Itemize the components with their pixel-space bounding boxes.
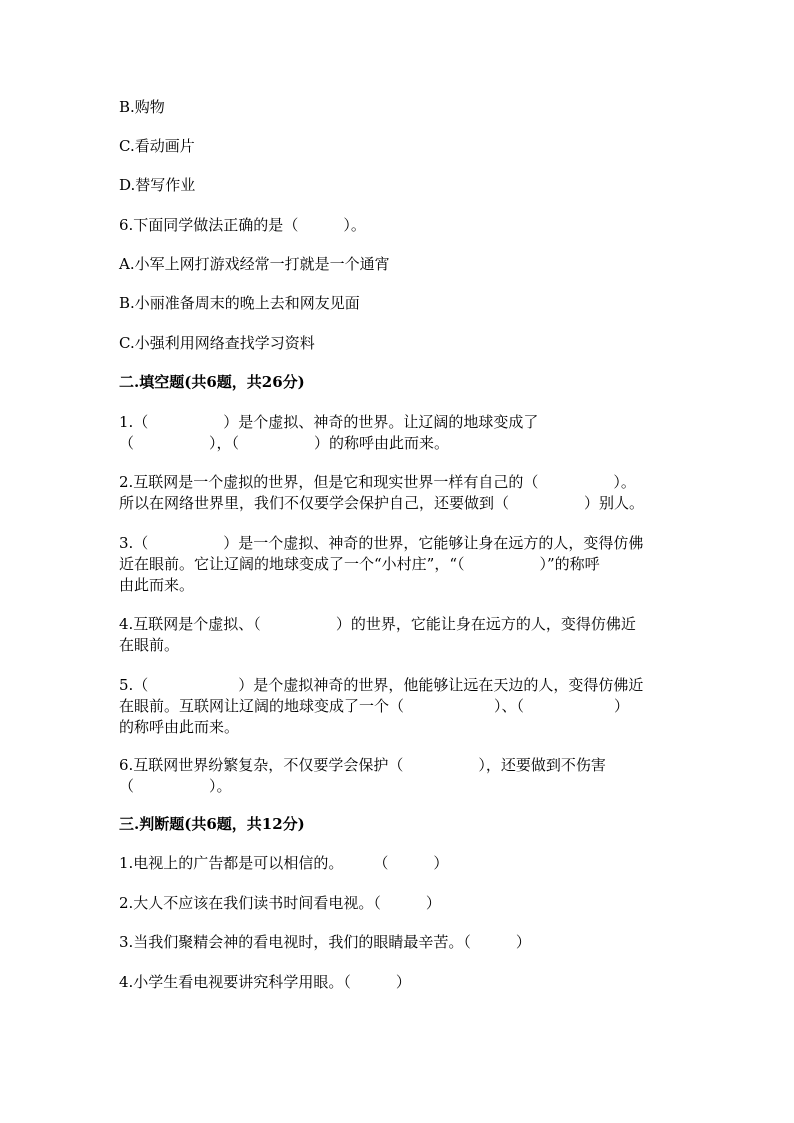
fill-q3-line2: 近在眼前。它让辽阔的地球变成了一个“小村庄”，“（ ）”的称呼 (119, 555, 600, 573)
option-b-shopping: B.购物 (119, 98, 165, 116)
option-c: C.小强利用网络查找学习资料 (119, 334, 315, 352)
section-heading-true-false: 三.判断题(共6题，共12分) (119, 815, 305, 833)
question-6-stem: 6.下面同学做法正确的是（ ）。 (119, 216, 366, 234)
fill-q1-line1: 1.（ ）是个虚拟、神奇的世界。让辽阔的地球变成了 (119, 413, 539, 431)
judge-q3: 3.当我们聚精会神的看电视时，我们的眼睛最辛苦。（ ） (119, 933, 531, 951)
fill-q4-line1: 4.互联网是个虚拟、（ ）的世界，它能让身在远方的人，变得仿佛近 (119, 615, 636, 633)
fill-q6-line2: （ ）。 (119, 777, 232, 795)
fill-q5-line1: 5.（ ）是个虚拟神奇的世界，他能够让远在天边的人，变得仿佛近 (119, 676, 644, 694)
option-d-homework: D.替写作业 (119, 176, 196, 194)
fill-q6-line1: 6.互联网世界纷繁复杂，不仅要学会保护（ ），还要做到不伤害 (119, 756, 606, 774)
fill-q1-line2: （ ），（ ）的称呼由此而来。 (119, 434, 450, 452)
option-c-cartoons: C.看动画片 (119, 137, 195, 155)
fill-q4-line2: 在眼前。 (119, 636, 180, 654)
fill-q5-line2: 在眼前。互联网让辽阔的地球变成了一个（ ）、（ ） (119, 697, 630, 715)
fill-q3-line3: 由此而来。 (119, 576, 195, 594)
option-a: A.小军上网打游戏经常一打就是一个通宵 (119, 255, 390, 273)
fill-q3-line1: 3.（ ）是一个虚拟、神奇的世界，它能够让身在远方的人，变得仿佛 (119, 534, 644, 552)
judge-q2: 2.大人不应该在我们读书时间看电视。（ ） (119, 894, 441, 912)
option-b: B.小丽准备周末的晚上去和网友见面 (119, 294, 360, 312)
judge-q1: 1.电视上的广告都是可以相信的。 （ ） (119, 854, 449, 872)
section-heading-fill-blank: 二.填空题(共6题，共26分) (119, 373, 305, 391)
fill-q2-line1: 2.互联网是一个虚拟的世界，但是它和现实世界一样有自己的（ ）。 (119, 473, 636, 491)
fill-q5-line3: 的称呼由此而来。 (119, 718, 240, 736)
fill-q2-line2: 所以在网络世界里，我们不仅要学会保护自己，还要做到（ ）别人。 (119, 494, 645, 512)
judge-q4: 4.小学生看电视要讲究科学用眼。（ ） (119, 973, 411, 991)
